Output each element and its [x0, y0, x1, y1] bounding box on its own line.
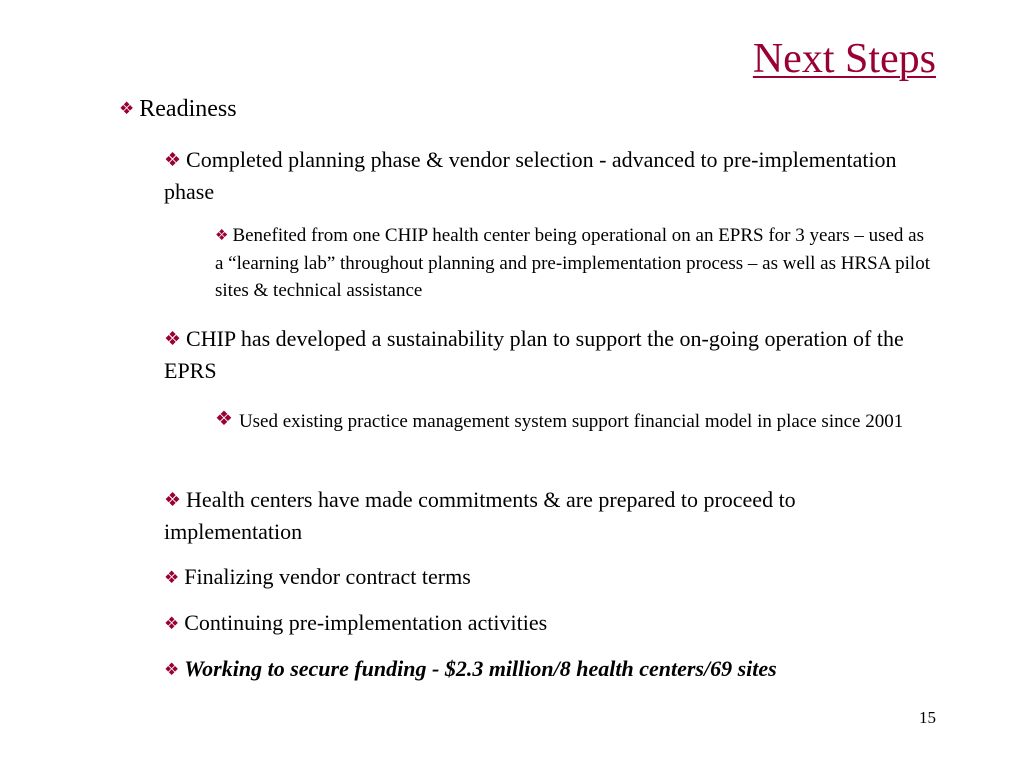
bullet-sustainability-plan	[164, 323, 924, 386]
diamond-bullet-icon: ❖	[119, 99, 135, 118]
diamond-bullet-icon: ❖	[215, 408, 233, 430]
diamond-bullet-icon: ❖	[164, 614, 180, 633]
bullet-pre-implementation	[164, 607, 924, 639]
page-number: 15	[919, 708, 936, 727]
bullet-text: Used existing practice management system support financial model in place since 2001	[238, 411, 904, 432]
bullet-text: CHIP has developed a sustainability plan to support the on-going operation of the EPRS	[164, 326, 904, 383]
bullet-readiness	[119, 93, 237, 125]
slide-title: Next Steps	[752, 36, 936, 82]
bullet-text-emphasis: Working to secure funding - $2.3 million/8 health centers/69 sites	[184, 656, 777, 681]
bullet-secure-funding	[164, 653, 924, 685]
bullet-completed-planning	[164, 144, 924, 207]
bullet-text: Health centers have made commitments & are prepared to proceed to implementation	[164, 487, 796, 544]
bullet-benefited-learning-lab	[215, 222, 937, 304]
bullet-text: Completed planning phase & vendor selection - advanced to pre-implementation phase	[164, 147, 897, 204]
diamond-bullet-icon: ❖	[164, 150, 182, 171]
bullet-text: Readiness	[139, 96, 237, 122]
bullet-text: Benefited from one CHIP health center being operational on an EPRS for 3 years – used as a “learning lab” throughout planning and pre-implementation process – as well as HRSA pilot sites & technical assistance	[215, 225, 930, 301]
bullet-text: Finalizing vendor contract terms	[184, 564, 471, 589]
bullet-vendor-contract	[164, 561, 924, 593]
bullet-text: Continuing pre-implementation activities	[184, 610, 548, 635]
bullet-practice-management-model	[215, 405, 915, 436]
diamond-bullet-icon: ❖	[215, 228, 229, 244]
bullet-health-center-commitments	[164, 484, 924, 547]
diamond-bullet-icon: ❖	[164, 660, 180, 679]
diamond-bullet-icon: ❖	[164, 490, 182, 511]
diamond-bullet-icon: ❖	[164, 329, 182, 350]
diamond-bullet-icon: ❖	[164, 568, 180, 587]
